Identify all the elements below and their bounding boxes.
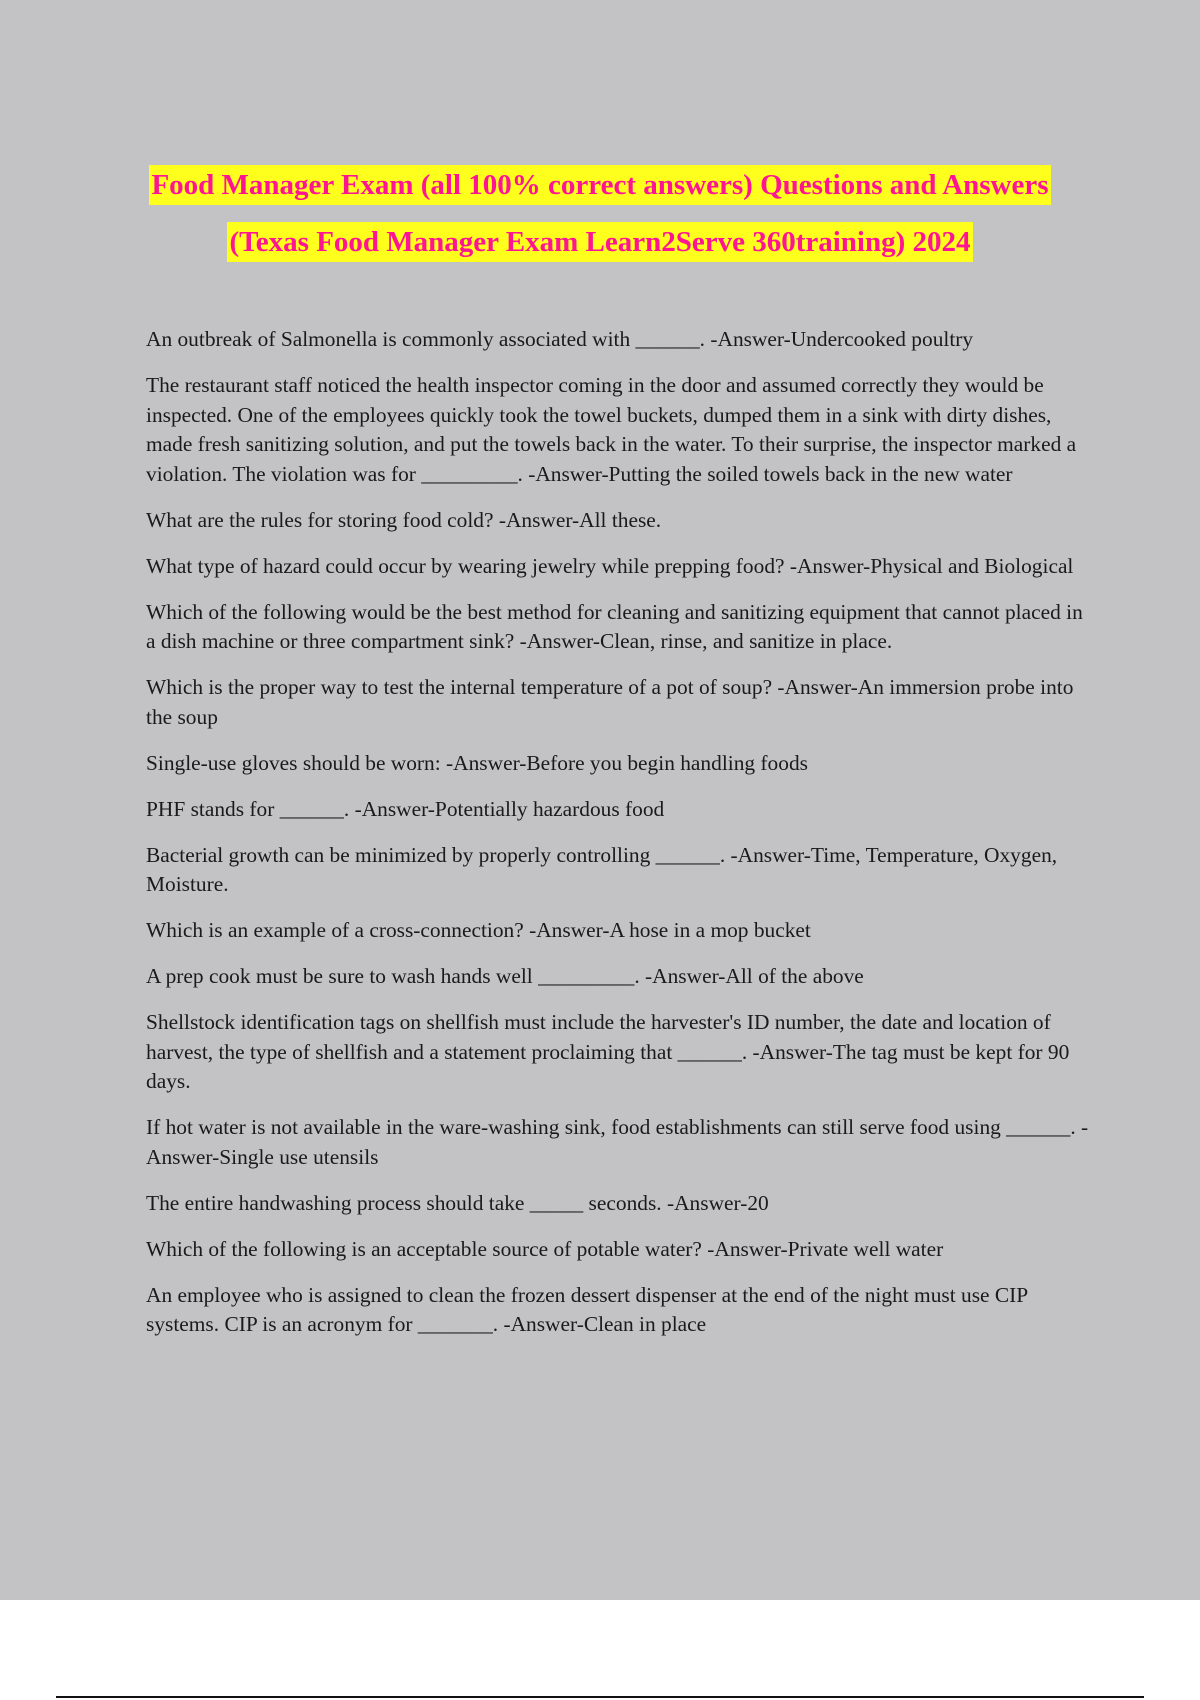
qa-item: Which is the proper way to test the internal temperature of a pot of soup? -Answer-An immersion probe into the soup <box>146 675 1074 729</box>
qa-item: What are the rules for storing food cold? -Answer-All these. <box>146 507 662 532</box>
title-line-1: Food Manager Exam (all 100% correct answers) Questions and Answers <box>149 165 1050 205</box>
qa-item: Which of the following is an acceptable source of potable water? -Answer-Private well water <box>146 1236 944 1261</box>
qa-item: Bacterial growth can be minimized by properly controlling ______. -Answer-Time, Temperature, Oxygen, Moisture. <box>146 842 1058 896</box>
title-line-2: (Texas Food Manager Exam Learn2Serve 360training) 2024 <box>227 222 972 262</box>
qa-item: If hot water is not available in the ware-washing sink, food establishments can still serve food using ______. -Answer-Single use utensils <box>146 1115 1089 1169</box>
qa-item: Single-use gloves should be worn: -Answer-Before you begin handling foods <box>146 750 808 775</box>
qa-list <box>146 325 1096 1356</box>
qa-item: PHF stands for ______. -Answer-Potentially hazardous food <box>146 796 665 821</box>
footer-rule <box>56 1696 1144 1698</box>
qa-item: An employee who is assigned to clean the frozen dessert dispenser at the end of the night must use CIP systems. CIP is an acronym for _______. -Answer-Clean in place <box>146 1282 1028 1336</box>
qa-item: Which is an example of a cross-connection? -Answer-A hose in a mop bucket <box>146 918 811 942</box>
document-title <box>0 165 1200 262</box>
qa-item: Shellstock identification tags on shellfish must include the harvester's ID number, the date and location of harvest, the type of shellfish and a statement proclaiming that ______. -Answer-The tag must be kept for 90 days. <box>146 1010 1070 1093</box>
qa-item: An outbreak of Salmonella is commonly associated with ______. -Answer-Undercooked poultry <box>146 327 974 351</box>
qa-item: A prep cook must be sure to wash hands well _________. -Answer-All of the above <box>146 964 864 988</box>
qa-item: The restaurant staff noticed the health inspector coming in the door and assumed correctly they would be inspected. One of the employees quickly took the towel buckets, dumped them in a sink with dirty dishes, made fresh sanitizing solution, and put the towels back in the water. To their surprise, the inspector marked a violation. The violation was for _________. -Answer-Putting the soiled towels back in the new water <box>146 373 1077 486</box>
qa-item: What type of hazard could occur by wearing jewelry while prepping food? -Answer-Physical and Biological <box>146 553 1074 578</box>
qa-item: Which of the following would be the best method for cleaning and sanitizing equipment that cannot placed in a dish machine or three compartment sink? -Answer-Clean, rinse, and sanitize in place. <box>146 599 1083 653</box>
qa-item: The entire handwashing process should take _____ seconds. -Answer-20 <box>146 1190 769 1215</box>
